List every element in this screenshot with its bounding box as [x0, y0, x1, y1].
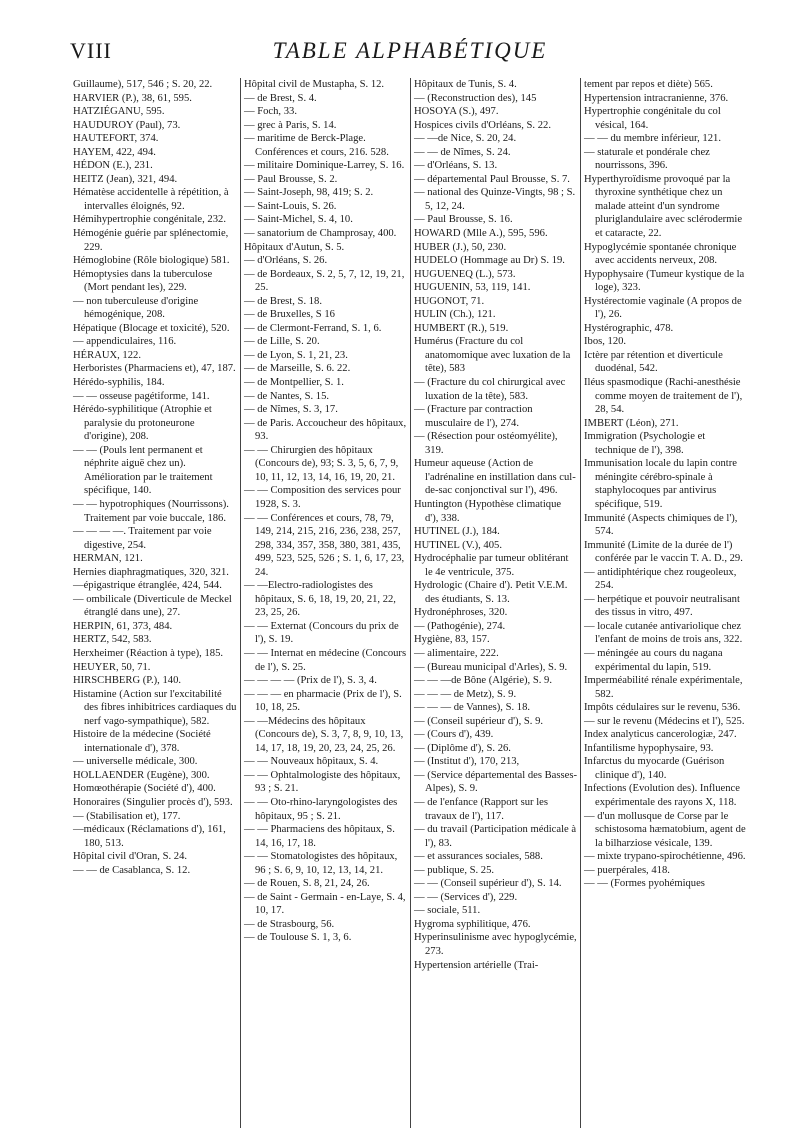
index-entry: — (Service départemental des Basses-Alpes), S. 9. [414, 769, 577, 795]
index-entry: Hypertension intracranienne, 376. [584, 92, 729, 104]
index-entry: — de Saint - Germain - en-Laye, S. 4, 10, 17. [244, 891, 406, 917]
index-entry: — et assurances sociales, 588. [414, 851, 543, 863]
index-entry: — —Médecins des hôpitaux (Concours de), S. 3, 7, 8, 9, 10, 13, 14, 17, 18, 19, 20, 23, 24, 25, 26. [244, 715, 404, 754]
index-entry: Hygiène, 83, 157. [414, 634, 490, 646]
index-entry: — de Bruxelles, S 16 [244, 309, 335, 321]
index-entry: — (Résection pour ostéomyélite), 319. [414, 431, 558, 456]
index-entry: Hyperinsulinisme avec hypoglycémie, 273. [414, 932, 577, 957]
index-entry: — (Reconstruction des), 145 [414, 92, 537, 104]
index-entry: Hydrologic (Chaire d'). Petit V.E.M. des étudiants, S. 13. [414, 580, 568, 605]
index-entry: — de l'enfance (Rapport sur les travaux de l'), 117. [414, 796, 548, 822]
index-entry: Hospices civils d'Orléans, S. 22. [414, 119, 551, 131]
index-entry: — de Bordeaux, S. 2, 5, 7, 12, 19, 21, 25. [244, 268, 405, 294]
index-entry: — appendiculaires, 116. [73, 336, 177, 348]
index-entry: — (Diplôme d'), S. 26. [414, 742, 511, 754]
index-entry: Infantilisme hypophysaire, 93. [584, 742, 714, 754]
index-columns [70, 78, 750, 1128]
index-entry: — alimentaire, 222. [414, 647, 499, 659]
index-entry: Impôts cédulaires sur le revenu, 536. [584, 702, 741, 714]
index-entry: Ibos, 120. [584, 336, 627, 348]
index-entry: — de Rouen, S. 8, 21, 24, 26. [244, 878, 370, 890]
index-entry: — — (Services d'), 229. [414, 891, 518, 903]
index-entry: — sanatorium de Champrosay, 400. [244, 228, 397, 240]
index-entry: — sur le revenu (Médecins et l'), 525. [584, 715, 745, 727]
index-entry: — — hypotrophiques (Nourrissons). Traitement par voie buccale, 186. [73, 498, 229, 524]
index-entry: — de Toulouse S. 1, 3, 6. [244, 932, 352, 944]
page-title: TABLE ALPHABÉTIQUE [272, 38, 548, 63]
page-number: VIII [70, 38, 112, 63]
index-entry: HAUDUROY (Paul), 73. [73, 119, 181, 131]
index-entry: Imperméabilité rénale expérimentale, 582. [584, 675, 743, 700]
index-column-2 [240, 78, 410, 1128]
index-entry: — — —de Bône (Algérie), S. 9. [414, 675, 552, 687]
index-entry: — (Cours d'), 439. [414, 729, 494, 741]
index-entry: Honoraires (Singulier procès d'), 593. [73, 796, 233, 808]
index-column-1 [70, 78, 240, 1128]
index-entry: Hémihypertrophie congénitale, 232. [73, 214, 226, 226]
index-entry: HULIN (Ch.), 121. [414, 309, 496, 321]
index-entry: Infections (Evolution des). Influence expérimentale des rayons X, 118. [584, 783, 740, 808]
index-entry: HATZIÉGANU, 595. [73, 106, 165, 118]
index-entry: — méningée au cours du nagana expérimental du lapin, 519. [584, 647, 723, 673]
index-entry: HÉDON (E.), 231. [73, 160, 153, 172]
index-column-4 [580, 78, 750, 1128]
index-entry: HAYEM, 422, 494. [73, 146, 156, 158]
index-entry: HUMBERT (R.), 519. [414, 322, 509, 334]
index-entry: — Paul Brousse, S. 16. [414, 214, 513, 226]
index-entry: Herxheimer (Réaction à type), 185. [73, 647, 224, 659]
index-entry: — — — de Metz), S. 9. [414, 688, 517, 700]
index-entry: Hémoptysies dans la tuberculose (Mort pendant les), 229. [73, 268, 213, 294]
index-entry: — (Fracture du col chirurgical avec luxation de la tête), 583. [414, 377, 566, 402]
index-entry: — puerpérales, 418. [584, 864, 670, 876]
index-entry: HEITZ (Jean), 321, 494. [73, 173, 178, 185]
index-entry: — de Strasbourg, 56. [244, 918, 335, 930]
index-entry: tement par repos et diète) 565. [584, 79, 713, 90]
index-entry: Hydrocéphalie par tumeur oblitérant le 4e ventricule, 375. [414, 553, 569, 578]
index-entry: HUGONOT, 71. [414, 295, 485, 307]
index-entry: —épigastrique étranglée, 424, 544. [73, 580, 222, 592]
index-entry: — militaire Dominique-Larrey, S. 16. [244, 160, 405, 172]
index-entry: Hypoglycémie spontanée chronique avec accidents nerveux, 208. [584, 241, 737, 267]
index-entry: HERPIN, 61, 373, 484. [73, 620, 173, 632]
index-entry: Hypertension artérielle (Trai- [414, 959, 539, 971]
index-entry: — d'Orléans, S. 26. [244, 255, 328, 267]
index-entry: Humérus (Fracture du col anatomomique avec luxation de la tête), 583 [414, 336, 571, 375]
index-entry: — de Brest, S. 4. [244, 92, 317, 104]
index-entry: — de Marseille, S. 6. 22. [244, 363, 351, 375]
index-entry: Hémogénie guérie par splénectomie, 229. [73, 228, 229, 253]
index-entry: Hôpitaux d'Autun, S. 5. [244, 241, 345, 253]
index-entry: — —Electro-radiologistes des hôpitaux, S. 6, 18, 19, 20, 21, 22, 23, 25, 26. [244, 580, 396, 619]
index-entry: — sociale, 511. [414, 905, 481, 917]
index-entry: HUGUENEQ (L.), 573. [414, 268, 516, 280]
index-entry: — — de Nîmes, S. 24. [414, 146, 511, 158]
index-entry: — d'un mollusque de Corse par le schistosoma hæmatobium, agent de la bilharziose vésicale, 139. [584, 810, 746, 849]
index-entry: HUGUENIN, 53, 119, 141. [414, 282, 531, 294]
index-entry: — — — de Vannes), S. 18. [414, 702, 531, 714]
index-entry: — de Nantes, S. 15. [244, 390, 330, 402]
index-entry: — — Stomatologistes des hôpitaux, 96 ; S. 6, 9, 10, 12, 13, 14, 21. [244, 851, 398, 876]
index-entry: Hérédo-syphilitique (Atrophie et paralysie du protoneurone d'origine), 208. [73, 404, 212, 443]
index-entry: Ictère par rétention et diverticule duodénal, 542. [584, 349, 723, 375]
index-entry: Hôpitaux de Tunis, S. 4. [414, 79, 517, 90]
index-entry: — ombilicale (Diverticule de Meckel étranglé dans une), 27. [73, 593, 232, 619]
index-entry: Index analyticus cancerologiæ, 247. [584, 729, 737, 741]
index-entry: HIRSCHBERG (P.), 140. [73, 675, 182, 687]
index-entry: — Foch, 33. [244, 106, 297, 118]
index-entry: Hypophysaire (Tumeur kystique de la loge), 323. [584, 268, 745, 294]
index-entry: HUBER (J.), 50, 230. [414, 241, 507, 253]
index-entry: Hôpital civil d'Oran, S. 24. [73, 851, 188, 863]
index-entry: — (Fracture par contraction musculaire de l'), 274. [414, 404, 533, 429]
index-entry: HUTINEL (V.), 405. [414, 539, 502, 551]
index-entry: Homœothérapie (Société d'), 400. [73, 783, 216, 795]
index-entry: — (Pathogénie), 274. [414, 620, 506, 632]
index-entry: HOWARD (Mlle A.), 595, 596. [414, 228, 548, 240]
index-entry: Hémoglobine (Rôle biologique) 581. [73, 255, 230, 267]
index-entry: — Saint-Joseph, 98, 419; S. 2. [244, 187, 374, 199]
index-entry: — de Lyon, S. 1, 21, 23. [244, 349, 348, 361]
index-entry: Immunité (Aspects chimiques de l'), 574. [584, 512, 738, 538]
index-entry: — (Conseil supérieur d'), S. 9. [414, 715, 544, 727]
index-entry: HÉRAUX, 122. [73, 349, 141, 361]
index-entry: — grec à Paris, S. 14. [244, 119, 337, 131]
index-entry: —médicaux (Réclamations d'), 161, 180, 513. [73, 824, 226, 849]
index-entry: HUDELO (Hommage au Dr) S. 19. [414, 255, 565, 267]
index-entry: Hépatique (Blocage et toxicité), 520. [73, 322, 230, 334]
index-entry: — — (Conseil supérieur d'), S. 14. [414, 878, 562, 890]
index-entry: — Saint-Louis, S. 26. [244, 200, 337, 212]
page-header [70, 38, 750, 72]
index-entry: HERMAN, 121. [73, 553, 143, 565]
index-entry: — de Montpellier, S. 1. [244, 377, 344, 389]
index-entry: HOSOYA (S.), 497. [414, 106, 499, 118]
index-entry: — départemental Paul Brousse, S. 7. [414, 173, 570, 185]
index-entry: — —de Nice, S. 20, 24. [414, 133, 517, 145]
index-entry: — — de Casablanca, S. 12. [73, 864, 191, 876]
index-entry: — de Clermont-Ferrand, S. 1, 6. [244, 322, 382, 334]
index-entry: HOLLAENDER (Eugène), 300. [73, 769, 210, 781]
index-entry: Hyperthyroïdisme provoqué par la thyroxine synthétique chez un malade atteint d'un syndrome pluriglandulaire avec sclérodermie et cataracte, 22. [584, 173, 743, 240]
index-entry: — — du membre inférieur, 121. [584, 133, 721, 145]
index-entry: Hygroma syphilitique, 476. [414, 918, 531, 930]
index-entry: — de Paris. Accoucheur des hôpitaux, 93. [244, 417, 407, 443]
index-entry: — universelle médicale, 300. [73, 756, 198, 768]
index-entry: — — Composition des services pour 1928, S. 3. [244, 485, 401, 510]
index-entry: Humeur aqueuse (Action de l'adrénaline en instillation dans cul-de-sac conjonctival sur l'), 496. [414, 458, 576, 497]
index-entry: — — Oto-rhino-laryngologistes des hôpitaux, 95 ; S. 21. [244, 796, 398, 822]
index-entry: — — Nouveaux hôpitaux, S. 4. [244, 756, 379, 768]
index-entry: — maritime de Berck-Plage. Conférences et cours, 216. 528. [244, 133, 389, 158]
index-entry: Hypertrophie congénitale du col vésical, 164. [584, 106, 721, 131]
index-entry: Guillaume), 517, 546 ; S. 20, 22. [73, 79, 213, 90]
index-entry: — de Brest, S. 18. [244, 295, 322, 307]
index-entry: — locale cutanée antivariolique chez l'enfant de moins de trois ans, 322. [584, 620, 743, 646]
index-entry: — — (Formes pyohémiques [584, 878, 705, 890]
index-entry: — publique, S. 25. [414, 864, 495, 876]
index-entry: — — Chirurgien des hôpitaux (Concours de), 93; S. 3, 5, 6, 7, 9, 10, 11, 12, 13, 14, 16, 19, 20, 21. [244, 444, 399, 483]
index-entry: — — (Pouls lent permanent et néphrite aiguë chez un). Amélioration par le traitement spécifique, 140. [73, 444, 213, 497]
index-entry: IMBERT (Léon), 271. [584, 417, 679, 429]
index-entry: Infarctus du myocarde (Guérison clinique d'), 140. [584, 756, 725, 781]
index-entry: — du travail (Participation médicale à l'), 83. [414, 824, 577, 849]
index-entry: Immunité (Limite de la durée de l') conférée par le vaccin T. A. D., 29. [584, 539, 743, 565]
index-entry: — national des Quinze-Vingts, 98 ; S. 5, 12, 24. [414, 187, 576, 212]
index-entry: — — Conférences et cours, 78, 79, 149, 214, 215, 216, 236, 238, 257, 298, 334, 357, 358, 380, 381, 435, 499, 523, 525, 526 ; S. 1, 6, 17, 23, 24. [244, 512, 405, 578]
index-entry: Histoire de la médecine (Société internationale d'), 378. [73, 729, 211, 754]
index-entry: — Paul Brousse, S. 2. [244, 173, 338, 185]
index-entry: — — — — (Prix de l'), S. 3, 4. [244, 675, 377, 687]
index-entry: HUTINEL (J.), 184. [414, 526, 500, 538]
index-entry: — d'Orléans, S. 13. [414, 160, 498, 172]
index-entry: — — osseuse pagétiforme, 141. [73, 390, 210, 402]
index-entry: Iléus spasmodique (Rachi-anesthésie comme moyen de traitement de l'), 28, 54. [584, 377, 743, 416]
index-entry: Hérédo-syphilis, 184. [73, 377, 165, 389]
index-entry: — herpétique et pouvoir neutralisant des tissus in vitro, 497. [584, 593, 740, 619]
index-entry: HERTZ, 542, 583. [73, 634, 152, 646]
index-entry: — mixte trypano-spirochétienne, 496. [584, 851, 746, 863]
index-entry: — (Stabilisation et), 177. [73, 810, 181, 822]
index-entry: — de Nîmes, S. 3, 17. [244, 404, 338, 416]
index-entry: HARVIER (P.), 38, 61, 595. [73, 92, 192, 104]
index-entry: — — — en pharmacie (Prix de l'), S. 10, 18, 25. [244, 688, 402, 714]
index-entry: — — Ophtalmologiste des hôpitaux, 93 ; S. 21. [244, 769, 401, 795]
index-entry: Hématèse accidentelle à répétition, à intervalles éloignés, 92. [73, 187, 229, 212]
index-entry: — (Bureau municipal d'Arles), S. 9. [414, 661, 568, 673]
index-entry: — — Internat en médecine (Concours de l'), S. 25. [244, 647, 407, 673]
index-entry: — Saint-Michel, S. 4, 10. [244, 214, 353, 226]
index-entry: Immunisation locale du lapin contre méningite cérébro-spinale à staphylocoques par antivirus spécifique, 519. [584, 458, 737, 510]
index-entry: Hystérectomie vaginale (A propos de l'), 26. [584, 295, 742, 321]
index-entry: — staturale et pondérale chez nourrissons, 396. [584, 146, 710, 172]
index-entry: HAUTEFORT, 374. [73, 133, 159, 145]
index-entry: Histamine (Action sur l'excitabilité des fibres inhibitrices cardiaques du nerf vago-sympathique), 582. [73, 688, 237, 727]
index-entry: HEUYER, 50, 71. [73, 661, 151, 673]
index-entry: — — Pharmaciens des hôpitaux, S. 14, 16, 17, 18. [244, 824, 395, 849]
index-entry: — — Externat (Concours du prix de l'), S. 19. [244, 620, 399, 646]
index-entry: — non tuberculeuse d'origine hémogénique, 208. [73, 295, 199, 321]
index-entry: — (Institut d'), 170, 213, [414, 756, 520, 768]
index-entry: — antidiphtérique chez rougeoleux, 254. [584, 566, 737, 592]
index-entry: Hystérographic, 478. [584, 322, 674, 334]
index-column-3 [410, 78, 580, 1128]
index-entry: Immigration (Psychologie et technique de l'), 398. [584, 431, 706, 456]
index-entry: Hydronéphroses, 320. [414, 607, 508, 619]
index-entry: Huntington (Hypothèse climatique d'), 338. [414, 498, 562, 524]
index-entry: Herboristes (Pharmaciens et), 47, 187. [73, 363, 236, 375]
index-entry: — — — —. Traitement par voie digestive, 254. [73, 526, 212, 551]
index-entry: Hôpital civil de Mustapha, S. 12. [244, 79, 385, 90]
index-entry: — de Lille, S. 20. [244, 336, 320, 348]
index-entry: Hernies diaphragmatiques, 320, 321. [73, 566, 229, 578]
